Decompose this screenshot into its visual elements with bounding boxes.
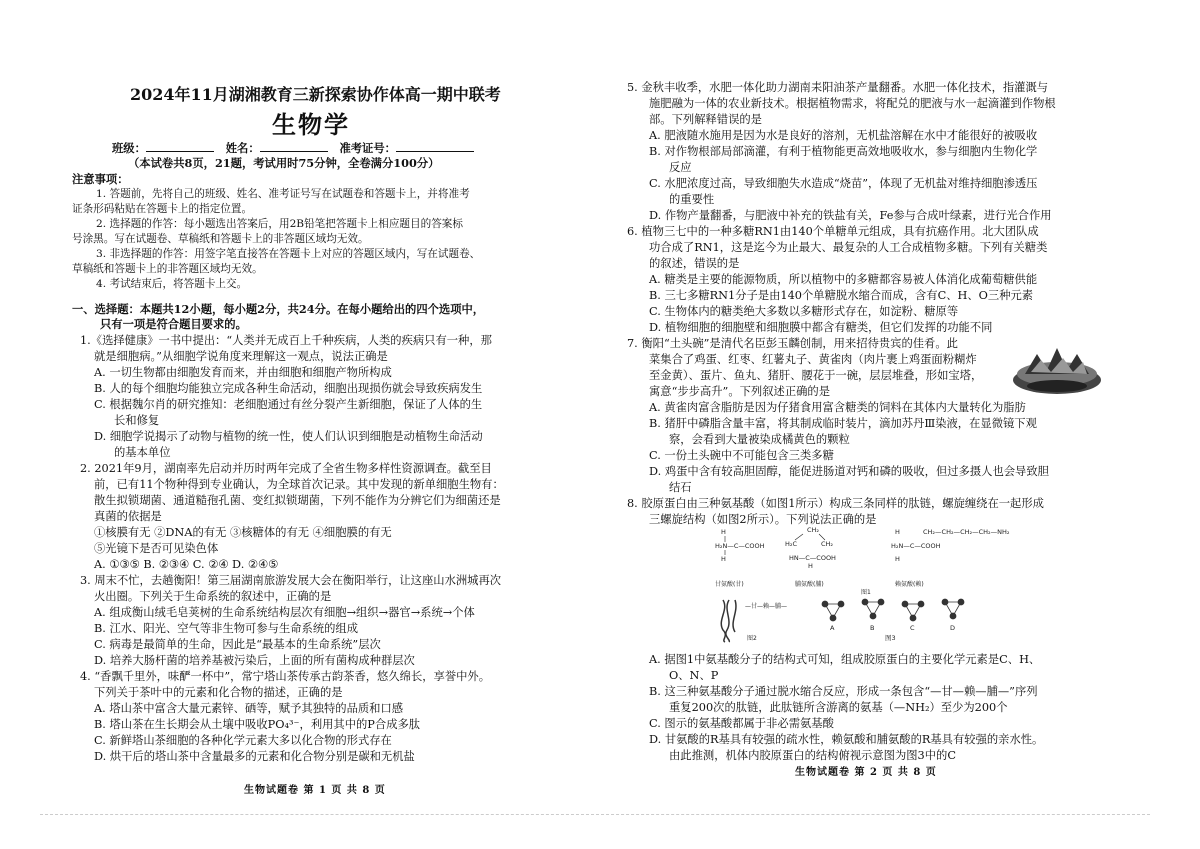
top-view-diagrams — [822, 599, 964, 621]
svg-text:H₂N—C—COOH: H₂N—C—COOH — [715, 542, 765, 550]
option-line: ①核膜有无 ②DNA的有无 ③核糖体的有无 ④细胞膜的有无 — [94, 526, 392, 539]
option-line: D. 培养大肠杆菌的培养基被污染后，上面的所有菌构成种群层次 — [94, 654, 415, 667]
option-line: A. 一切生物都由细胞发育而来，并由细胞和细胞产物所构成 — [94, 366, 392, 379]
subject-title: 生物学 — [272, 110, 350, 139]
option-line: A. 糖类是主要的能源物质，所以植物中的多糖都容易被人体消化成葡萄糖供能 — [649, 273, 1038, 286]
option-line: 由此推测，机体内胶原蛋白的结构俯视示意图为图3中的C — [669, 749, 956, 762]
lysine-name: 赖氨酸(赖) — [895, 581, 924, 588]
svg-text:H: H — [721, 528, 726, 536]
chain-sequence: —甘—赖—脯— — [745, 603, 788, 610]
exam-info: （本试卷共8页，21题，考试用时75分钟，全卷满分100分） — [128, 156, 440, 170]
option-line: D. 鸡蛋中含有较高胆固醇，能促进肠道对钙和磷的吸收，但过多摄人也会导致胆 — [649, 465, 1049, 478]
question-line: 的叙述，错误的是 — [649, 257, 740, 270]
svg-text:H: H — [808, 562, 813, 570]
question-line: 前，已有11个物种得到专业确认，为全球首次记录。其中发现的新单细胞生物有： — [94, 478, 504, 491]
option-line: B. 塔山茶在生长期会从土壤中吸收PO₄³⁻，利用其中的P合成多肽 — [94, 718, 421, 731]
option-line: C. 生物体内的糖类绝大多数以多糖形式存在，如淀粉、糖原等 — [649, 305, 959, 318]
svg-text:CH₂—CH₂—CH₂—CH₂—NH₂: CH₂—CH₂—CH₂—CH₂—NH₂ — [923, 528, 1010, 536]
figure-amino-acids — [715, 524, 1025, 644]
question-line: 8. 胶原蛋白由三种氨基酸（如图1所示）构成三条同样的肽链，螺旋缠绕在一起形成 — [627, 497, 1044, 510]
question-line: 4. “香飘千里外，味酽一杯中”，常宁塔山茶传承古韵茶香，悠久绵长，享誉中外。 — [80, 670, 491, 683]
svg-text:H: H — [895, 555, 900, 563]
question-line: 7. 衡阳“土头碗”是清代名臣彭玉麟创制，用来招待贵宾的佳肴。此 — [627, 337, 958, 350]
option-line: A. 塔山茶中富含大量元素锌、硒等，赋予其独特的品质和口感 — [94, 702, 404, 715]
note-line: 草稿纸和答题卡上的非答题区域均无效。 — [72, 263, 263, 275]
svg-text:H₂N—C—COOH: H₂N—C—COOH — [891, 542, 941, 550]
question-line: 火出圈。下列关于生命系统的叙述中，正确的是 — [94, 590, 332, 603]
figure3-label-a: A — [830, 624, 835, 632]
question-line: 寓意“步步高升”。下列叙述正确的是 — [649, 385, 831, 398]
ticket-blank — [396, 140, 474, 152]
figure3-label-c: C — [910, 624, 915, 632]
class-blank — [146, 140, 214, 152]
question-line: 6. 植物三七中的一种多糖RN1由140个单糖单元组成，具有抗癌作用。北大团队成 — [627, 225, 1039, 238]
figure3-label: 图3 — [885, 634, 896, 642]
option-line: C. 新鲜塔山茶细胞的各种化学元素大多以化合物的形式存在 — [94, 734, 392, 747]
option-line: 的基本单位 — [114, 446, 171, 459]
student-info-row — [112, 140, 474, 156]
svg-text:H₂C: H₂C — [785, 540, 798, 548]
option-line: C. 病毒是最简单的生命，因此是“最基本的生命系统”层次 — [94, 638, 381, 651]
option-line: C. 根据魏尔肖的研究推知：老细胞通过有丝分裂产生新细胞，保证了人体的生 — [94, 398, 483, 411]
option-line: 的重要性 — [669, 193, 715, 206]
svg-text:CH₂: CH₂ — [821, 540, 834, 548]
question-line: 2. 2021年9月，湖南率先启动并历时两年完成了全省生物多样性资源调查。截至目 — [80, 462, 492, 475]
question-line: 菜集合了鸡蛋、红枣、红薯丸子、黄雀肉（肉片裹上鸡蛋面粉糊炸 — [649, 353, 977, 366]
option-line: B. 对作物根部局部滴灌，有利于植物能更高效地吸收水，参与细胞内生物化学 — [649, 145, 1038, 158]
question-line: 三螺旋结构（如图2所示）。下列说法正确的是 — [649, 513, 877, 526]
option-line: D. 作物产量翻番，与肥液中补充的铁盐有关，Fe参与合成叶绿素，进行光合作用 — [649, 209, 1052, 222]
question-line: 至金黄）、蛋片、鱼丸、猪肝、腰花于一碗，层层堆叠，形如宝塔， — [649, 369, 983, 382]
scan-edge-line — [40, 814, 1150, 815]
note-line: 3. 非选择题的作答：用签字笔直接答在答题卡上对应的答题区域内，写在试题卷、 — [96, 248, 481, 260]
option-line: C. 一份土头碗中不可能包含三类多糖 — [649, 449, 834, 462]
note-line: 4. 考试结束后，将答题卡上交。 — [96, 278, 248, 290]
option-line: B. 猪肝中磷脂含量丰富，将其制成临时装片，滴加苏丹Ⅲ染液，在显微镜下观 — [649, 417, 1037, 430]
page-footer-left: 生物试题卷 第 1 页 共 8 页 — [244, 785, 386, 796]
figure2-label: 图2 — [747, 635, 757, 642]
notes-heading: 注意事项： — [72, 172, 129, 186]
figure3-label-d: D — [950, 624, 956, 632]
svg-text:H: H — [721, 555, 726, 563]
option-line: 察，会看到大量被染成橘黄色的颗粒 — [669, 433, 850, 446]
class-label: 班级： — [112, 141, 146, 155]
note-line: 2. 选择题的作答：每小题选出答案后，用2B铅笔把答题卡上相应题目的答案标 — [96, 218, 463, 230]
option-line: 反应 — [669, 161, 692, 174]
option-line: D. 烘干后的塔山茶中含量最多的元素和化合物分别是碳和无机盐 — [94, 750, 415, 763]
exam-title: 2024年11月湖湘教育三新探索协作体高一期中联考 — [130, 85, 501, 104]
note-line: 号涂黑。写在试题卷、草稿纸和答题卡上的非答题区域均无效。 — [72, 233, 369, 245]
page-footer-right: 生物试题卷 第 2 页 共 8 页 — [795, 767, 937, 778]
svg-text:CH₂: CH₂ — [807, 526, 820, 534]
amino-structures — [715, 526, 1010, 570]
tutou-bowl-image — [1007, 340, 1107, 400]
option-line: B. 三七多糖RN1分子是由140个单糖脱水缩合而成，含有C、H、O三种元素 — [649, 289, 1034, 302]
option-line: C. 水肥浓度过高，导致细胞失水造成“烧苗”，体现了无机盐对维持细胞渗透压 — [649, 177, 1038, 190]
figure3-label-b: B — [870, 624, 875, 632]
question-line: 1.《选择健康》一书中提出：“人类并无成百上千种疾病，人类的疾病只有一种，那 — [80, 334, 492, 347]
question-line: 5. 金秋丰收季，水肥一体化助力湖南耒阳油茶产量翻番。水肥一体化技术，指灌溉与 — [627, 81, 1049, 94]
option-line: A. 据图1中氨基酸分子的结构式可知，组成胶原蛋白的主要化学元素是C、H、 — [649, 653, 1041, 666]
option-line: 重复200次的肽链，此肽链所含游离的氨基（—NH₂）至少为200个 — [669, 701, 1008, 714]
option-line: B. 这三种氨基酸分子通过脱水缩合反应，形成一条包含“—甘—赖—脯—”序列 — [649, 685, 1038, 698]
option-line: C. 图示的氨基酸都属于非必需氨基酸 — [649, 717, 834, 730]
question-line: 真菌的依据是 — [94, 510, 162, 523]
option-line: O、N、P — [669, 669, 719, 682]
option-line: A. 组成衡山绒毛皂荚树的生命系统结构层次有细胞→组织→器官→系统→个体 — [94, 606, 475, 619]
figure1-label: 图1 — [861, 589, 871, 596]
note-line: 1. 答题前，先将自己的班级、姓名、准考证号写在试题卷和答题卡上，并将准考 — [96, 188, 470, 200]
option-line: B. 江水、阳光、空气等非生物可参与生命系统的组成 — [94, 622, 359, 635]
option-line: D. 细胞学说揭示了动物与植物的统一性，使人们认识到细胞是动植物生命活动 — [94, 430, 483, 443]
option-line: ⑤光镜下是否可见染色体 — [94, 542, 219, 555]
svg-text:H: H — [895, 528, 900, 536]
question-line: 部。下列解释错误的是 — [649, 113, 762, 126]
option-line: A. 肥液随水施用是因为水是良好的溶剂，无机盐溶解在水中才能很好的被吸收 — [649, 129, 1038, 142]
option-line: A. 黄雀肉富含脂肪是因为仔猪食用富含糖类的饲料在其体内大量转化为脂肪 — [649, 401, 1026, 414]
option-line: A. ①③⑤ B. ②③④ C. ②④ D. ②④⑤ — [94, 558, 279, 571]
section-heading: 一、选择题：本题共12小题，每小题2分，共24分。在每小题给出的四个选项中， — [72, 302, 485, 316]
question-line: 下列关于茶叶中的元素和化合物的描述，正确的是 — [94, 686, 343, 699]
option-line: D. 甘氨酸的R基具有较强的疏水性，赖氨酸和脯氨酸的R基具有较强的亲水性。 — [649, 733, 1044, 746]
note-line: 证条形码粘贴在答题卡上的指定位置。 — [72, 203, 253, 215]
glycine-name: 甘氨酸(甘) — [715, 581, 744, 588]
name-label: 姓名： — [225, 141, 260, 155]
triple-helix-figure — [721, 600, 787, 642]
question-line: 3. 周末不忙，去趟衡阳！第三届湖南旅游发展大会在衡阳举行，让这座山水洲城再次 — [80, 574, 502, 587]
question-line: 散生拟锁瑚菌、通道糙孢孔菌、变红拟锁瑚菌，下列不能作为分辨它们为细菌还是 — [94, 494, 501, 507]
option-line: 长和修复 — [114, 414, 160, 427]
option-line: D. 植物细胞的细胞壁和细胞膜中都含有糖类，但它们发挥的功能不同 — [649, 321, 993, 334]
option-line: B. 人的每个细胞均能独立完成各种生命活动，细胞出现损伤就会导致疾病发生 — [94, 382, 483, 395]
proline-name: 脯氨酸(脯) — [795, 581, 824, 588]
question-line: 功合成了RN1，这是迄今为止最大、最复杂的人工合成植物多糖。下列有关糖类 — [649, 241, 1048, 254]
section-heading-cont: 只有一项是符合题目要求的。 — [100, 317, 247, 331]
question-line: 就是细胞病。”从细胞学说角度来理解这一观点，说法正确是 — [94, 350, 388, 363]
svg-text:HN—C—COOH: HN—C—COOH — [789, 554, 836, 562]
option-line: 结石 — [669, 481, 692, 494]
name-blank — [260, 140, 328, 152]
ticket-label: 准考证号： — [339, 141, 396, 155]
question-line: 施肥融为一体的农业新技术。根据植物需求，将配兑的肥液与水一起滴灌到作物根 — [649, 97, 1056, 110]
